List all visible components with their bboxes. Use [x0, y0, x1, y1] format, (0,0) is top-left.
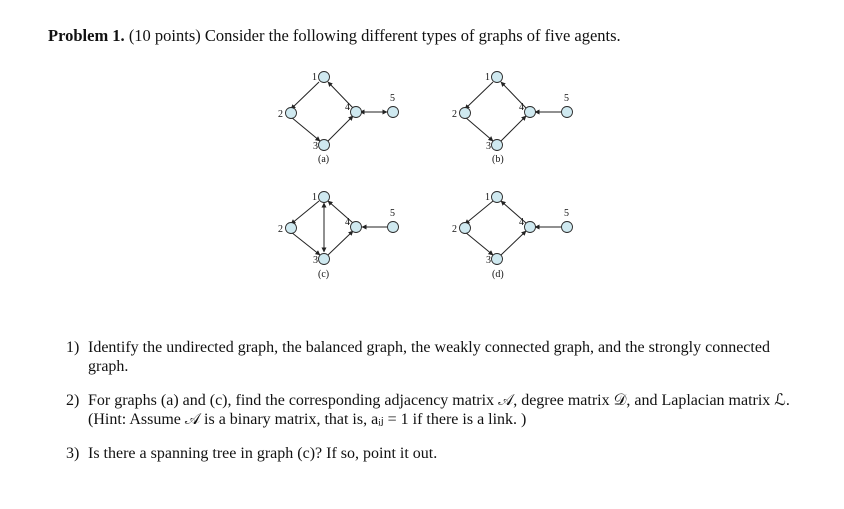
node-label-4: 4: [345, 102, 350, 113]
question-1: [66, 338, 811, 376]
node-label-2: 2: [278, 224, 283, 235]
node-label-1: 1: [312, 72, 317, 83]
node-5: [562, 107, 573, 118]
node-label-3: 3: [486, 141, 491, 152]
question-number: 1): [66, 339, 80, 356]
node-4: [351, 107, 362, 118]
node-label-2: 2: [452, 109, 457, 120]
node-label-5: 5: [564, 93, 569, 104]
graph-d: [452, 192, 573, 281]
node-1: [319, 72, 330, 83]
node-4: [525, 107, 536, 118]
caption-d: (d): [492, 269, 504, 280]
node-5: [562, 222, 573, 233]
question-2: [66, 391, 811, 429]
problem-statement: Consider the following different types of graphs of five agents.: [204, 26, 621, 45]
node-label-4: 4: [519, 217, 524, 228]
node-label-2: 2: [278, 109, 283, 120]
problem-label: Problem 1.: [48, 26, 125, 45]
caption-c: (c): [318, 269, 330, 280]
node-label-4: 4: [345, 217, 350, 228]
node-5: [388, 222, 399, 233]
node-label-3: 3: [313, 255, 318, 266]
node-3: [319, 254, 330, 265]
node-2: [286, 108, 297, 119]
node-label-1: 1: [485, 192, 490, 203]
node-3: [492, 254, 503, 265]
question-number: 2): [66, 392, 80, 409]
node-1: [492, 192, 503, 203]
node-label-4: 4: [519, 102, 524, 113]
question-number: 3): [66, 445, 80, 462]
node-label-2: 2: [452, 224, 457, 235]
node-4: [525, 222, 536, 233]
caption-b: (b): [492, 154, 504, 165]
node-1: [492, 72, 503, 83]
graph-a: [278, 72, 399, 166]
question-text: Is there a spanning tree in graph (c)? If so, point it out.: [88, 445, 438, 462]
node-label-5: 5: [390, 208, 395, 219]
graph-b: [452, 72, 573, 166]
node-1: [319, 192, 330, 203]
node-5: [388, 107, 399, 118]
caption-a: (a): [318, 154, 330, 165]
node-2: [460, 223, 471, 234]
node-2: [460, 108, 471, 119]
question-3: [66, 444, 811, 463]
node-3: [492, 140, 503, 151]
graph-c: [278, 192, 399, 281]
node-label-5: 5: [390, 93, 395, 104]
problem-points: (10 points): [128, 26, 201, 45]
question-text: For graphs (a) and (c), find the corresponding adjacency matrix 𝒜, degree matrix 𝒟, and Laplacian matrix ℒ. (Hint: Assume 𝒜 is a binary matrix, that is, aᵢⱼ = 1 if there is a link. ): [88, 392, 790, 428]
node-label-1: 1: [312, 192, 317, 203]
node-label-3: 3: [486, 255, 491, 266]
question-text: Identify the undirected graph, the balanced graph, the weakly connected graph, and the strongly connected graph.: [88, 339, 770, 375]
node-label-1: 1: [485, 72, 490, 83]
node-label-5: 5: [564, 208, 569, 219]
question-list: [66, 338, 811, 478]
node-4: [351, 222, 362, 233]
node-2: [286, 223, 297, 234]
node-label-3: 3: [313, 141, 318, 152]
node-3: [319, 140, 330, 151]
